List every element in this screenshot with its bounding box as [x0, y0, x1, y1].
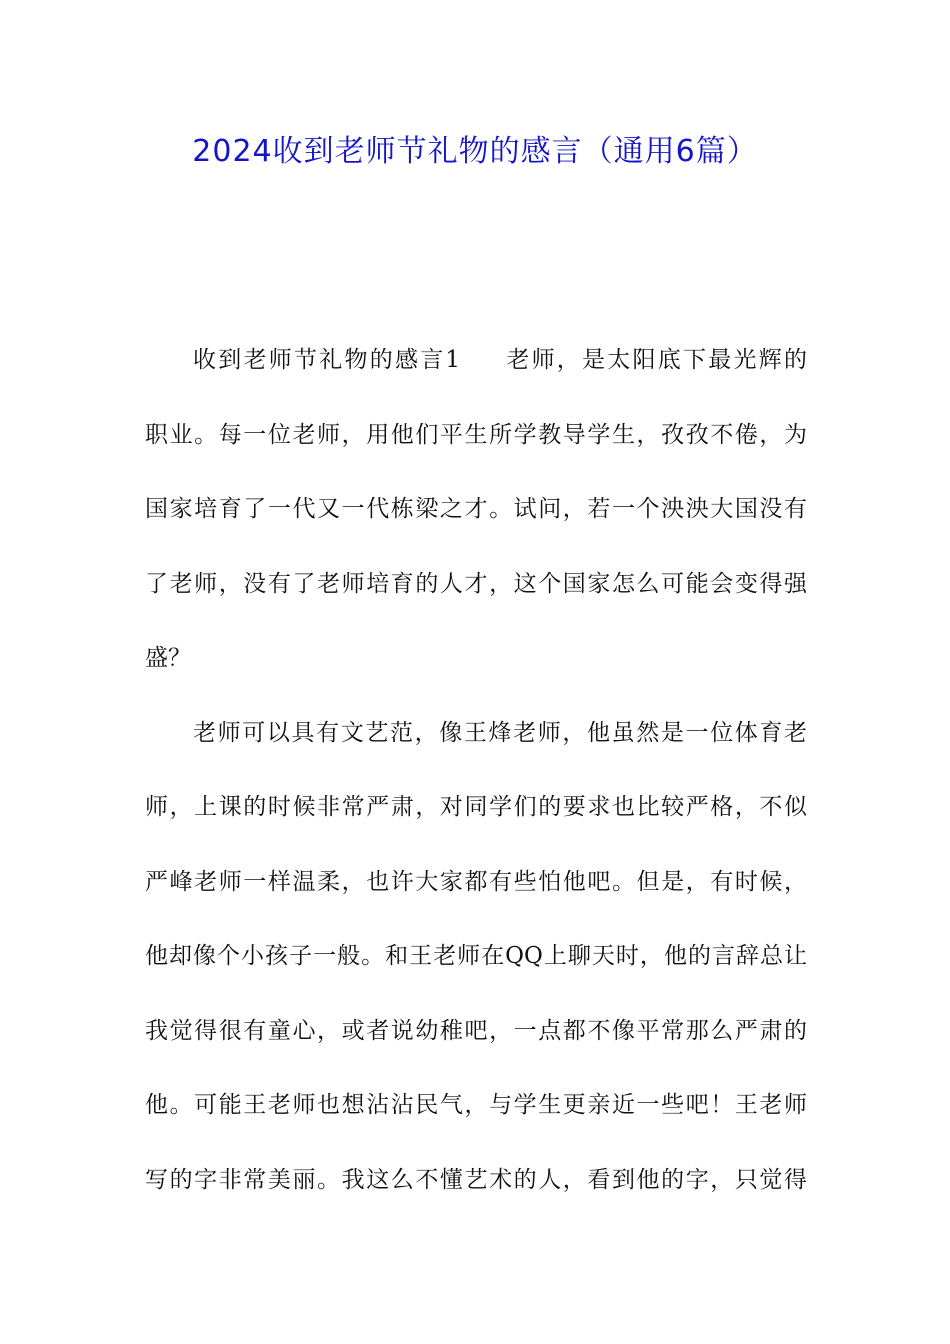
paragraph-line: 盛？ — [145, 645, 191, 671]
paragraph-line: 写的字非常美丽。我这么不懂艺术的人，看到他的字，只觉得 — [145, 1166, 807, 1193]
paragraph-line: 国家培育了一代又一代栋梁之才。试问，若一个泱泱大国没有 — [145, 496, 807, 522]
document-body — [145, 334, 807, 1228]
document-title: 2024收到老师节礼物的感言（通用6篇） — [192, 134, 758, 169]
line-text: 老师，是太阳底下最光辉的 — [504, 347, 808, 373]
paragraph-line: 我觉得很有童心，或者说幼稚吧，一点都不像平常那么严肃的 — [145, 1017, 807, 1044]
paragraph-line: 职业。每一位老师，用他们平生所学教导学生，孜孜不倦，为 — [145, 421, 807, 448]
section-heading: 收到老师节礼物的感言1 — [193, 347, 461, 373]
paragraph-line: 了老师，没有了老师培育的人才，这个国家怎么可能会变得强 — [145, 570, 807, 597]
paragraph-line: 师，上课的时候非常严肃，对同学们的要求也比较严格，不似 — [145, 794, 807, 820]
paragraph-line — [145, 334, 807, 409]
paragraph-line: 老师可以具有文艺范，像王烽老师，他虽然是一位体育老 — [193, 719, 807, 746]
paragraph-line: 严峰老师一样温柔，也许大家都有些怕他吧。但是，有时候， — [145, 868, 807, 895]
paragraph-line: 他却像个小孩子一般。和王老师在QQ上聊天时，他的言辞总让 — [145, 943, 807, 969]
paragraph-line: 他。可能王老师也想沾沾民气，与学生更亲近一些吧！王老师 — [145, 1092, 807, 1118]
